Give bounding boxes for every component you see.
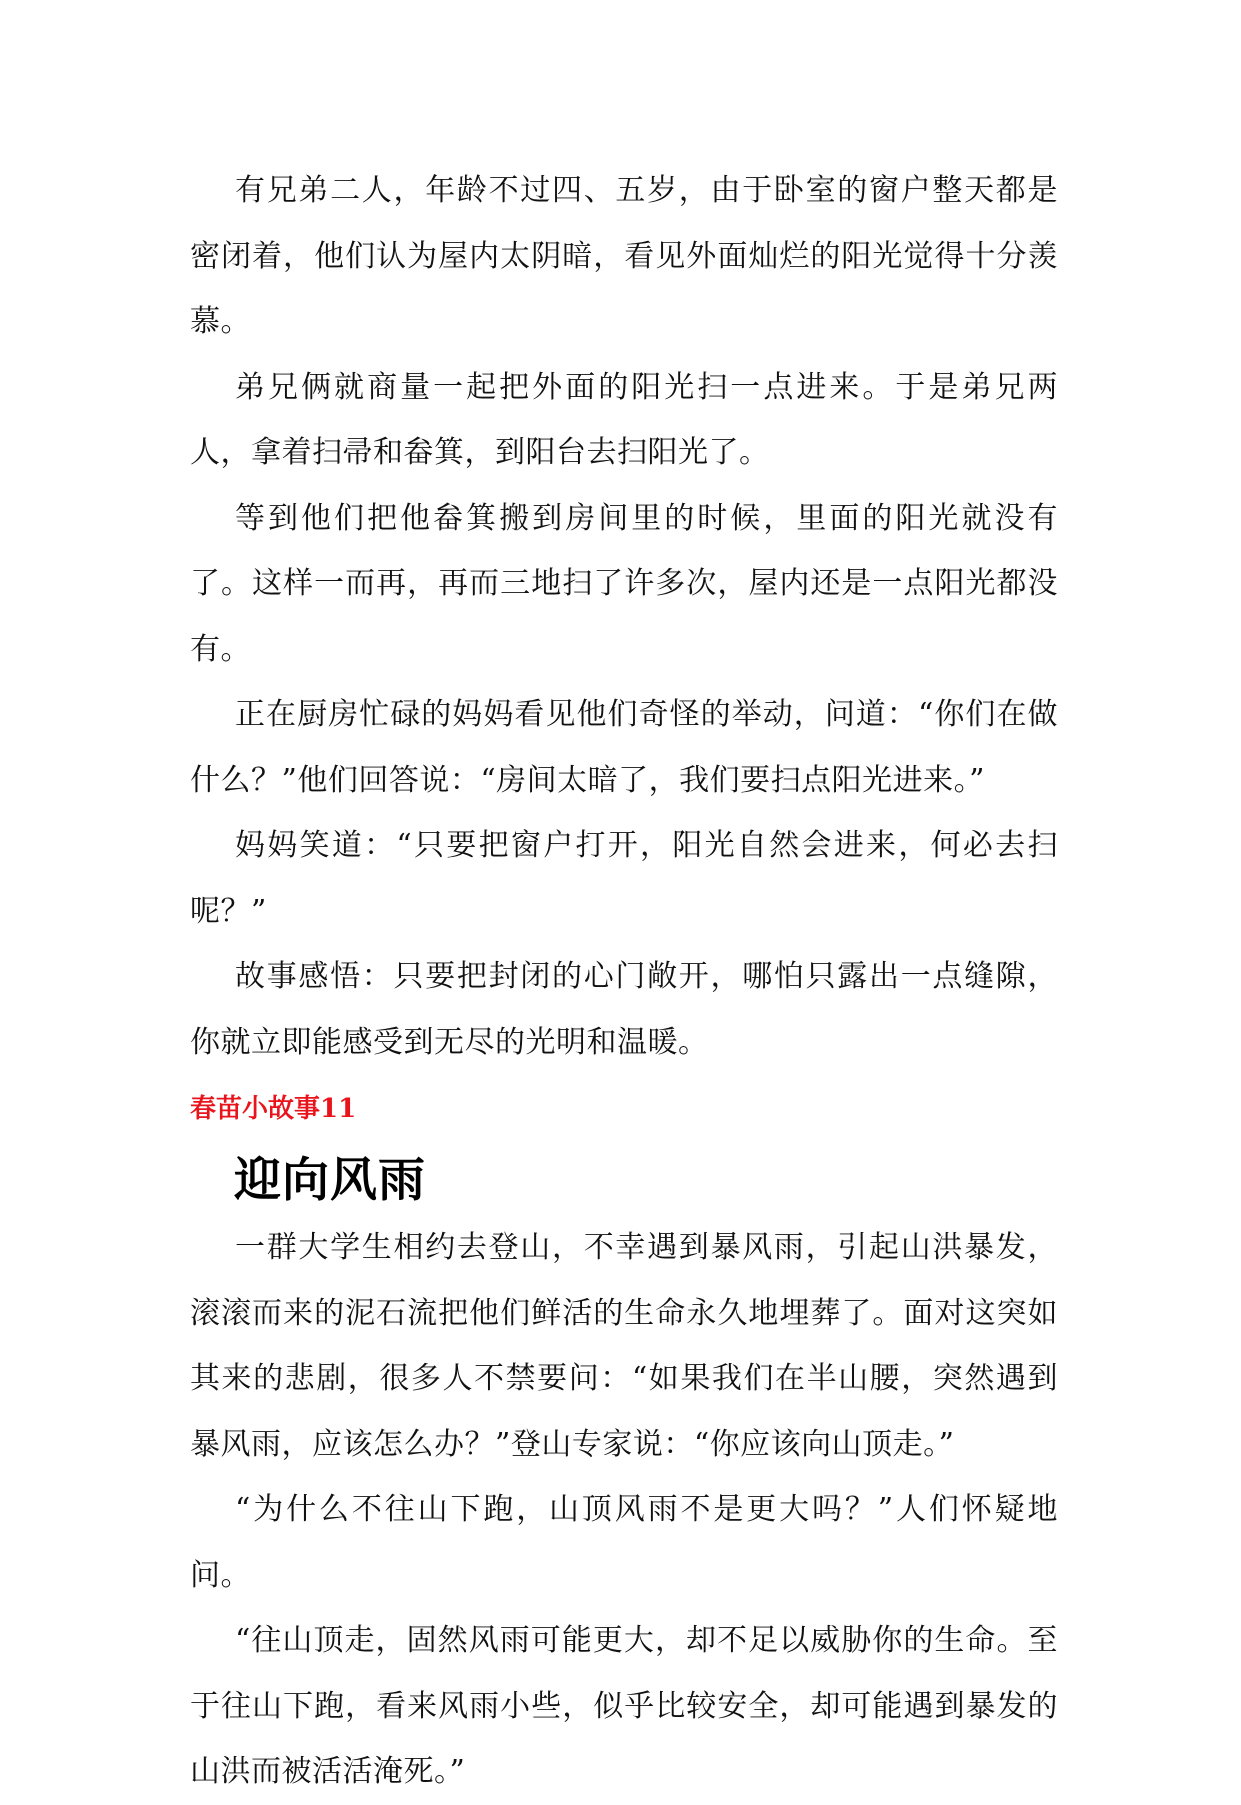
paragraph: “往山顶走，固然风雨可能更大，却不足以威胁你的生命。至于往山下跑，看来风雨小些，似乎比较安全，却可能遇到暴发的山洪而被活活淹死。” bbox=[190, 1623, 1058, 1789]
paragraph: 弟兄俩就商量一起把外面的阳光扫一点进来。于是弟兄两人，拿着扫帚和畚箕，到阳台去扫阳光了。 bbox=[190, 369, 1058, 470]
story-10-body bbox=[190, 158, 1058, 1075]
paragraph: 正在厨房忙碌的妈妈看见他们奇怪的举动，问道：“你们在做什么？”他们回答说：“房间太暗了，我们要扫点阳光进来。” bbox=[190, 697, 1058, 798]
story-moral-paragraph: 故事感悟：只要把封闭的心门敞开，哪怕只露出一点缝隙，你就立即能感受到无尽的光明和温暖。 bbox=[190, 959, 1058, 1060]
paragraph: “为什么不往山下跑，山顶风雨不是更大吗？”人们怀疑地问。 bbox=[190, 1492, 1058, 1593]
story-label: 春苗小故事11 bbox=[190, 1094, 357, 1124]
paragraph: 有兄弟二人，年龄不过四、五岁，由于卧室的窗户整天都是密闭着，他们认为屋内太阴暗，看见外面灿烂的阳光觉得十分羡慕。 bbox=[190, 173, 1058, 339]
story-11-body bbox=[190, 1215, 1058, 1805]
page-content bbox=[190, 158, 1058, 1805]
story-title: 迎向风雨 bbox=[234, 1153, 426, 1208]
paragraph: 等到他们把他畚箕搬到房间里的时候，里面的阳光就没有了。这样一而再，再而三地扫了许多次，屋内还是一点阳光都没有。 bbox=[190, 500, 1058, 667]
paragraph: 妈妈笑道：“只要把窗户打开，阳光自然会进来，何必去扫呢？” bbox=[190, 828, 1058, 929]
paragraph: 一群大学生相约去登山，不幸遇到暴风雨，引起山洪暴发，滚滚而来的泥石流把他们鲜活的生命永久地埋葬了。面对这突如其来的悲剧，很多人不禁要问：“如果我们在半山腰，突然遇到暴风雨，应该怎么办？”登山专家说：“你应该向山顶走。” bbox=[190, 1230, 1058, 1462]
